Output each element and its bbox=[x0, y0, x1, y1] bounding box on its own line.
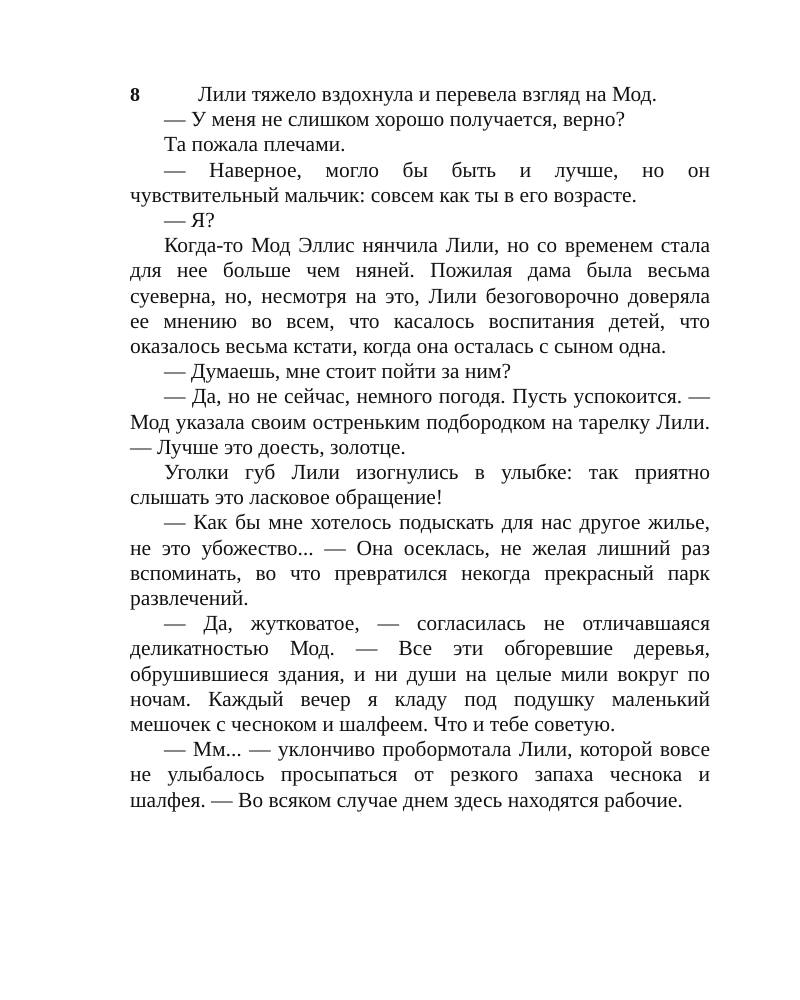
paragraph: — Мм... — уклончиво пробормотала Лили, которой вовсе не улыбалось просыпаться от резкого запаха чеснока и шалфея. — Во всяком случае днем здесь находятся рабочие. bbox=[130, 737, 710, 812]
paragraph: Та пожала плечами. bbox=[164, 132, 346, 157]
paragraph: Лили тяжело вздохнула и перевела взгляд на Мод. bbox=[198, 82, 657, 106]
paragraph: — Думаешь, мне стоит пойти за ним? bbox=[164, 359, 511, 384]
paragraph: — Да, жутковатое, — согласилась не отличавшаяся деликатностью Мод. — Все эти обгоревшие деревья, обрушившиеся здания, и ни души на целые мили вокруг по ночам. Каждый вечер я кладу под подушку маленький мешочек с чесноком и шалфеем. Что и тебе советую. bbox=[130, 611, 710, 737]
paragraph: — Я? bbox=[164, 208, 215, 233]
paragraph: — Да, но не сейчас, немного погодя. Пусть успокоится. — Мод указала своим остреньким подбородком на тарелку Лили. — Лучше это доесть, золотце. bbox=[130, 384, 710, 459]
paragraph: — Наверное, могло бы быть и лучше, но он чувствительный мальчик: совсем как ты в его возрасте. bbox=[130, 157, 710, 207]
body-text bbox=[130, 82, 710, 813]
paragraph: Уголки губ Лили изогнулись в улыбке: так приятно слышать это ласковое обращение! bbox=[130, 460, 710, 510]
paragraph: Когда-то Мод Эллис нянчила Лили, но со временем стала для нее больше чем няней. Пожилая дама была весьма суеверна, но, несмотря на это, Лили безоговорочно доверяла ее мнению во всем, что касалось воспитания детей, что оказалось весьма кстати, когда она осталась с сыном одна. bbox=[130, 233, 710, 359]
paragraph: — Как бы мне хотелось подыскать для нас другое жилье, не это убожество... — Она осеклась, не желая лишний раз вспоминать, во что превратился некогда прекрасный парк развлечений. bbox=[130, 510, 710, 611]
page-number: 8 bbox=[130, 84, 140, 106]
paragraph: — У меня не слишком хорошо получается, верно? bbox=[164, 107, 625, 132]
